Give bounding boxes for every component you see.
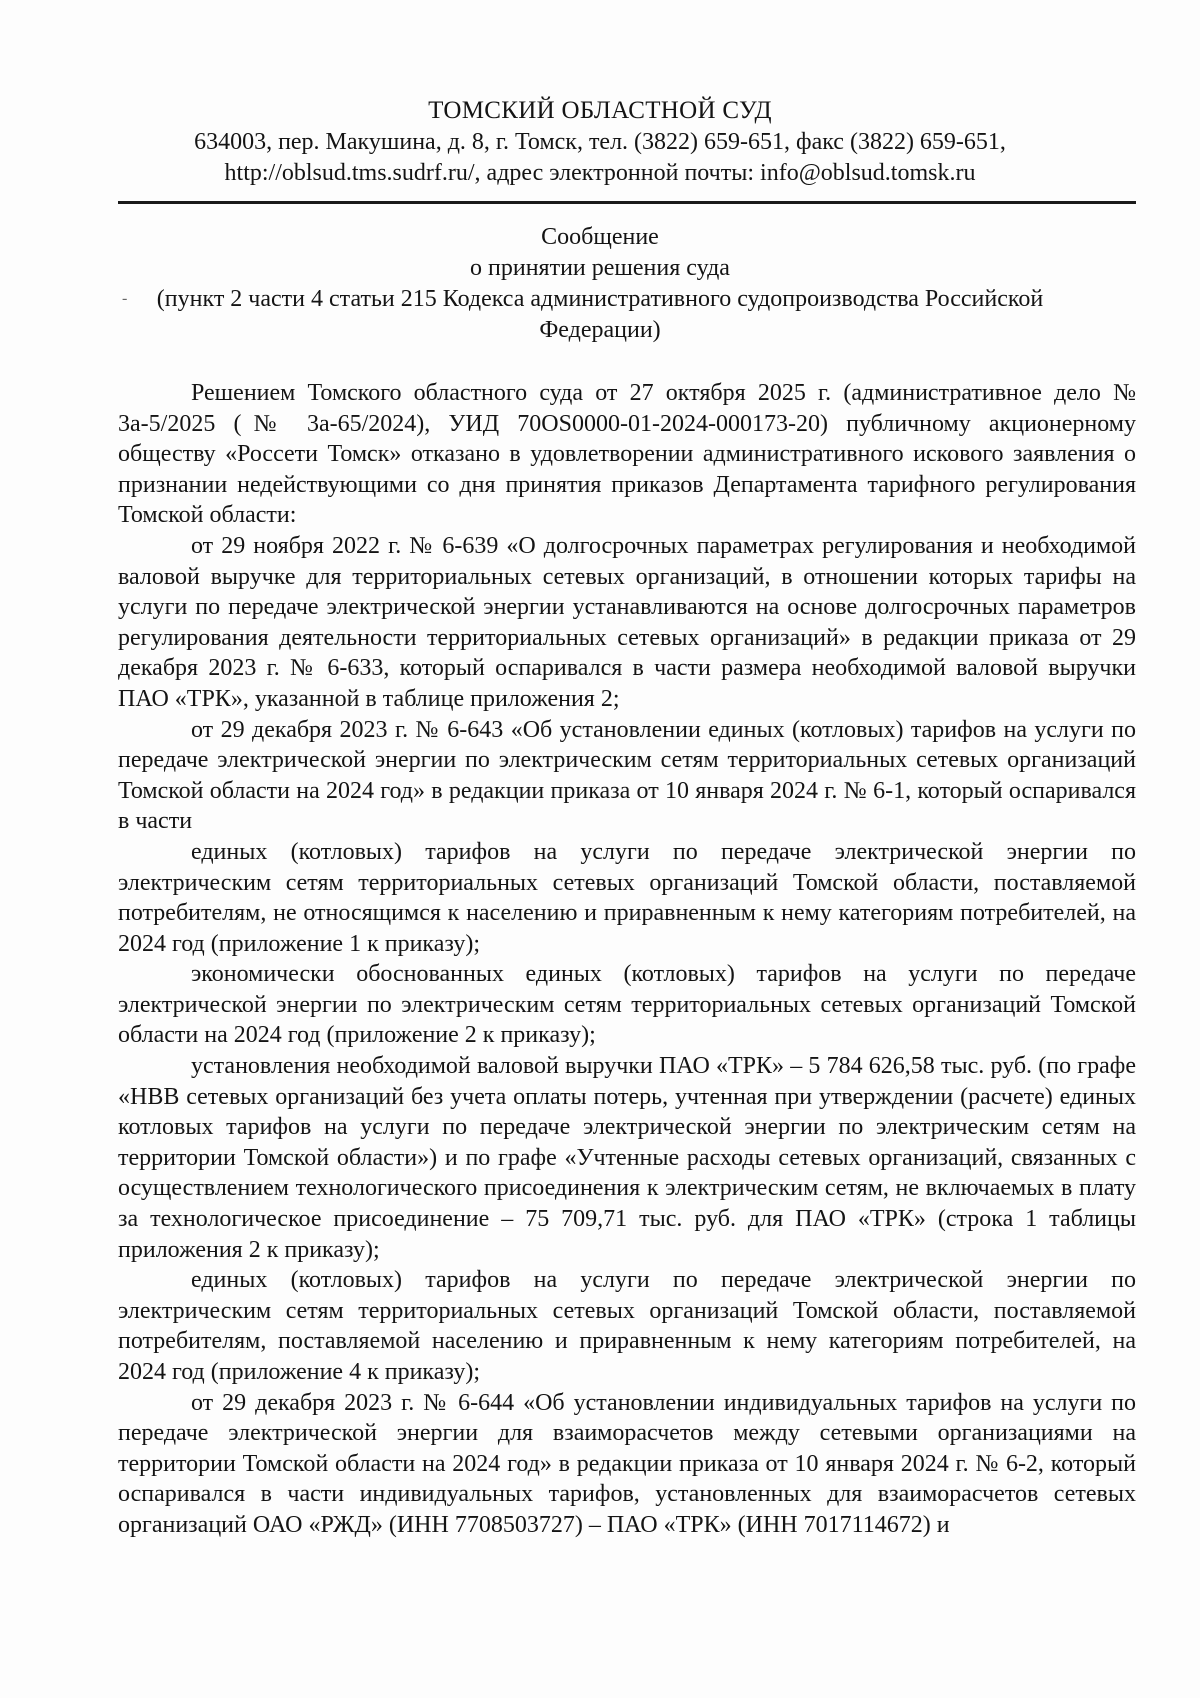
paragraph-order-6-639: от 29 ноября 2022 г. № 6-639 «О долгосрочных параметрах регулирования и необходимой валовой выручке для территориальных сетевых организаций, в отношении которых тарифы на услуги по передаче электрической энергии устанавливаются на основе долгосрочных параметров регулирования деятельности территориальных сетевых организаций» в редакции приказа от 29 декабря 2023 г. № 6-633, который оспаривался в части размера необходимой валовой выручки ПАО «ТРК», указанной в таблице приложения 2; (118, 532, 1136, 712)
court-web-email: http://oblsud.tms.sudrf.ru/, адрес электронной почты: info@oblsud.tomsk.ru (224, 160, 976, 186)
letterhead (0, 95, 1200, 189)
letterhead-divider (118, 201, 1136, 204)
notice-title: Сообщение (541, 224, 659, 250)
notice-body (118, 378, 1136, 1541)
court-address: 634003, пер. Макушина, д. 8, г. Томск, тел. (3822) 659-651, факс (3822) 659-651, (194, 129, 1006, 155)
paragraph-appendix-4: единых (котловых) тарифов на услуги по передаче электрической энергии по электрическим сетям территориальных сетевых организаций Томской области, поставляемой потребителям, поставляемой населению и приравненным к нему категориям потребителей, на 2024 год (приложение 4 к приказу); (118, 1267, 1136, 1385)
paragraph-appendix-1: единых (котловых) тарифов на услуги по передаче электрической энергии по электрическим сетям территориальных сетевых организаций Томской области, поставляемой потребителям, не относящимся к населению и приравненным к нему категориям потребителей, на 2024 год (приложение 1 к приказу); (118, 838, 1136, 957)
paragraph-order-6-643: от 29 декабря 2023 г. № 6-643 «Об установлении единых (котловых) тарифов на услуги по передаче электрической энергии по электрическим сетям территориальных сетевых организаций Томской области на 2024 год» в редакции приказа от 10 января 2024 г. № 6-1, который оспаривался в части (118, 716, 1136, 835)
paragraph-nvv: установления необходимой валовой выручки ПАО «ТРК» – 5 784 626,58 тыс. руб. (по графе «НВВ сетевых организаций без учета оплаты потерь, учтенная при утверждении (расчете) единых котловых тарифов на услуги по передаче электрической энергии по электрическим сетям на территории Томской области») и по графе «Учтенные расходы сетевых организаций, связанных с осуществлением технологического присоединения к электрическим сетям, не включаемых в плату за технологическое присоединение – 75 709,71 тыс. руб. для ПАО «ТРК» (строка 1 таблицы приложения 2 к приказу); (118, 1053, 1136, 1263)
paragraph-decision: Решением Томского областного суда от 27 октября 2025 г. (административное дело № 3а-5/2025 (№ 3а-65/2024), УИД 70OS0000-01-2024-000173-20) публичному акционерному обществу «Россети Томск» отказано в удовлетворении административного искового заявления о признании недействующими со дня принятия приказов Департамента тарифного регулирования Томской области: (118, 380, 1136, 529)
court-name: ТОМСКИЙ ОБЛАСТНОЙ СУД (428, 97, 772, 124)
scan-mark: - (122, 290, 128, 307)
notice-subtitle: о принятии решения суда (470, 255, 730, 281)
notice-legal-basis: (пункт 2 части 4 статьи 215 Кодекса административного судопроизводства Российской Федерации) (156, 286, 1044, 343)
paragraph-appendix-2: экономически обоснованных единых (котловых) тарифов на услуги по передаче электрической энергии по электрическим сетям территориальных сетевых организаций Томской области на 2024 год (приложение 2 к приказу); (118, 961, 1136, 1049)
paragraph-order-6-644: от 29 декабря 2023 г. № 6-644 «Об установлении индивидуальных тарифов на услуги по передаче электрической энергии для взаиморасчетов между сетевыми организациями на территории Томской области на 2024 год» в редакции приказа от 10 января 2024 г. № 6-2, который оспаривался в части индивидуальных тарифов, установленных для взаиморасчетов сетевых организаций ОАО «РЖД» (ИНН 7708503727) – ПАО «ТРК» (ИНН 7017114672) и (118, 1389, 1136, 1538)
notice-heading (0, 222, 1200, 346)
